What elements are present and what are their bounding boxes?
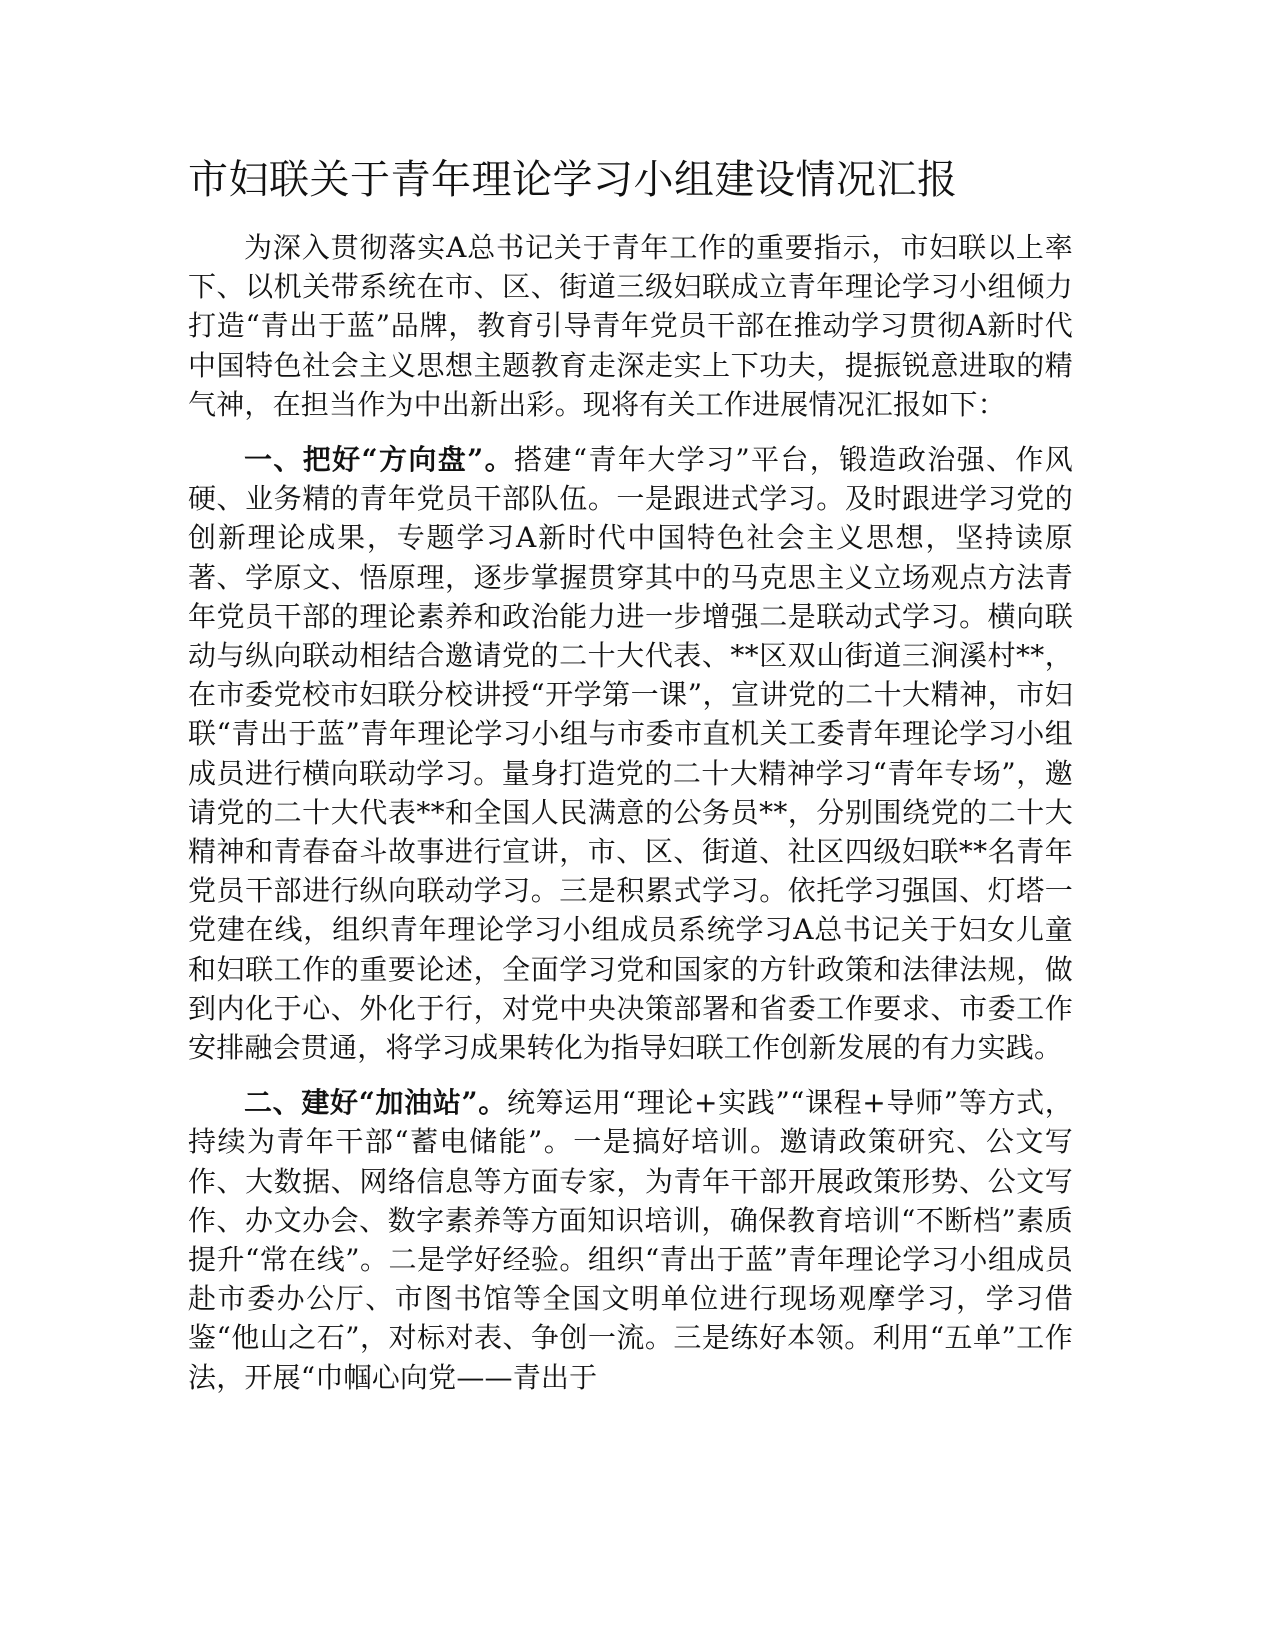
document-title: 市妇联关于青年理论学习小组建设情况汇报 <box>188 157 958 203</box>
section-1-heading: 一、把好“方向盘”。 <box>244 443 514 477</box>
section-2-heading: 二、建好“加油站”。 <box>244 1086 507 1120</box>
section-2-paragraph <box>188 1083 1073 1397</box>
section-1-body: 搭建“青年大学习”平台，锻造政治强、作风硬、业务精的青年党员干部队伍。一是跟进式学习。及时跟进学习党的创新理论成果，专题学习A新时代中国特色社会主义思想，坚持读原著、学原文、悟原理，逐步掌握贯穿其中的马克思主义立场观点方法青年党员干部的理论素养和政治能力进一步增强二是联动式学习。横向联动与纵向联动相结合邀请党的二十大代表、**区双山街道三涧溪村**，在市委党校市妇联分校讲授“开学第一课”，宣讲党的二十大精神，市妇联“青出于蓝”青年理论学习小组与市委市直机关工委青年理论学习小组成员进行横向联动学习。量身打造党的二十大精神学习“青年专场”，邀请党的二十大代表**和全国人民满意的公务员**，分别围绕党的二十大精神和青春奋斗故事进行宣讲，市、区、街道、社区四级妇联**名青年党员干部进行纵向联动学习。三是积累式学习。依托学习强国、灯塔一党建在线，组织青年理论学习小组成员系统学习A总书记关于妇女儿童和妇联工作的重要论述，全面学习党和国家的方针政策和法律法规，做到内化于心、外化于行，对党中央决策部署和省委工作要求、市委工作安排融会贯通，将学习成果转化为指导妇联工作创新发展的有力实践。 <box>188 443 1073 1065</box>
document-page <box>188 150 1073 1397</box>
intro-paragraph: 为深入贯彻落实A总书记关于青年工作的重要指示，市妇联以上率下、以机关带系统在市、区、街道三级妇联成立青年理论学习小组倾力打造“青出于蓝”品牌，教育引导青年党员干部在推动学习贯彻A新时代中国特色社会主义思想主题教育走深走实上下功夫，提振锐意进取的精气神，在担当作为中出新出彩。现将有关工作进展情况汇报如下： <box>188 231 1073 421</box>
section-2-body: 统筹运用“理论+实践”“课程+导师”等方式，持续为青年干部“蓄电储能”。一是搞好培训。邀请政策研究、公文写作、大数据、网络信息等方面专家，为青年干部开展政策形势、公文写作、办文办会、数字素养等方面知识培训，确保教育培训“不断档”素质提升“常在线”。二是学好经验。组织“青出于蓝”青年理论学习小组成员赴市委办公厅、市图书馆等全国文明单位进行现场观摩学习，学习借鉴“他山之石”，对标对表、争创一流。三是练好本领。利用“五单”工作法，开展“巾帼心向党——青出于 <box>188 1086 1073 1394</box>
section-1-paragraph <box>188 440 1073 1067</box>
